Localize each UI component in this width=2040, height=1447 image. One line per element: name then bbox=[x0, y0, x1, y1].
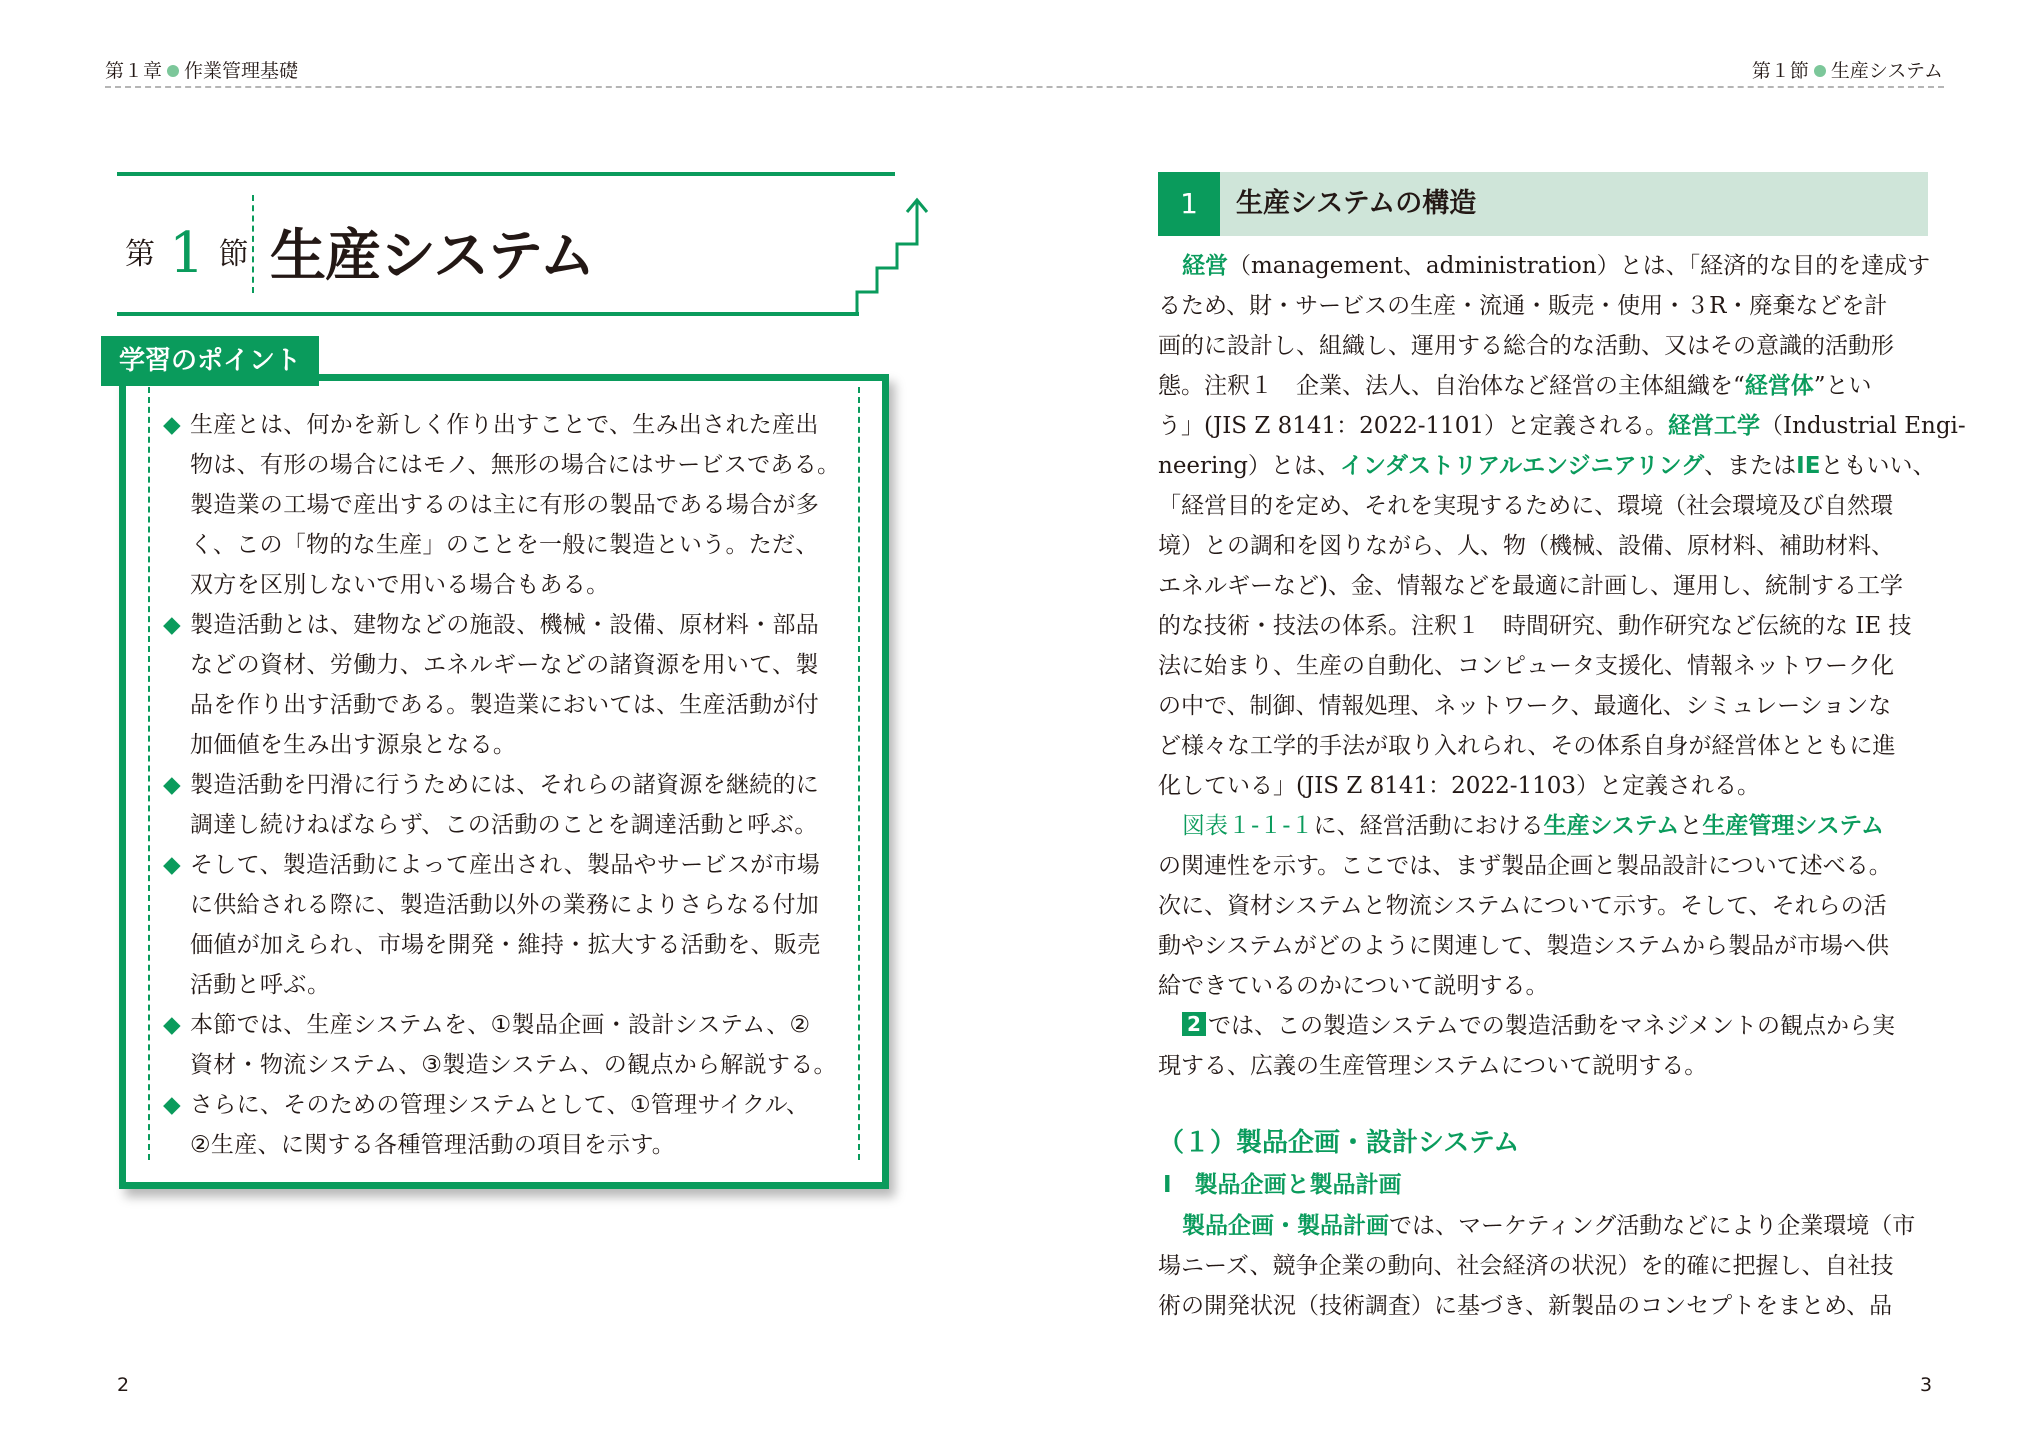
text-span: う」(JIS Z 8141：2022-1101）と定義される。 bbox=[1158, 413, 1669, 439]
text-line bbox=[1158, 366, 1938, 406]
header-divider bbox=[105, 86, 1944, 88]
text-line: 場ニーズ、競争企業の動向、社会経済の状況）を的確に把握し、自社技 bbox=[1158, 1253, 1894, 1279]
chapter-title: 作業管理基礎 bbox=[184, 60, 299, 82]
list-item-line: などの資材、労働力、エネルギーなどの諸資源を用いて、製 bbox=[190, 652, 819, 678]
text-span: （Industrial Engi- bbox=[1760, 413, 1966, 439]
text-line bbox=[1158, 406, 1966, 446]
term-ie: IE bbox=[1796, 453, 1821, 479]
text-line: 動やシステムがどのように関連して、製造システムから製品が市場へ供 bbox=[1158, 933, 1889, 959]
section-label: 第１節 bbox=[1751, 60, 1809, 82]
term-production-management-system: 生産管理システム bbox=[1702, 813, 1885, 839]
text-line bbox=[1158, 1206, 1938, 1246]
heading-title: 生産システムの構造 bbox=[1236, 188, 1477, 219]
learning-points-list bbox=[168, 405, 868, 1165]
figure-reference: 図表１-１-１ bbox=[1182, 813, 1314, 839]
text-span: 態。注釈１ 企業、法人、自治体など経営の主体組織を“ bbox=[1158, 373, 1745, 399]
page-number-right: 3 bbox=[1920, 1374, 1933, 1396]
list-item-line: 双方を区別しないで用いる場合もある。 bbox=[190, 572, 610, 598]
title-top-rule bbox=[117, 172, 895, 176]
chapter-label: 第１章 bbox=[105, 60, 163, 82]
term-keiei-kougaku: 経営工学 bbox=[1668, 413, 1761, 439]
heading-number-badge: 1 bbox=[1158, 172, 1220, 236]
text-line: 画的に設計し、組織し、運用する総合的な活動、又はその意識的活動形 bbox=[1158, 333, 1894, 359]
list-item-line: 製造業の工場で産出するのは主に有形の製品である場合が多 bbox=[190, 492, 820, 518]
text-span: では、マーケティング活動などにより企業環境（市 bbox=[1389, 1213, 1916, 1239]
list-item-line: 活動と呼ぶ。 bbox=[190, 972, 331, 998]
title-bottom-rule bbox=[117, 312, 859, 316]
text-span: （management、administration）とは、「経済的な目的を達成す bbox=[1228, 253, 1931, 279]
paragraph-management bbox=[1158, 246, 1966, 806]
page-number-left: 2 bbox=[117, 1374, 130, 1396]
list-item-line: ◆ 生産とは、何かを新しく作り出すことで、生み出された産出 bbox=[190, 412, 819, 438]
text-span: に、経営活動における bbox=[1313, 813, 1544, 839]
list-item-line: 加価値を生み出す源泉となる。 bbox=[190, 732, 517, 758]
running-header-left bbox=[105, 56, 298, 83]
text-line: 次に、資材システムと物流システムについて示す。そして、それらの活 bbox=[1158, 893, 1887, 919]
list-item-line: ◆ 製造活動とは、建物などの施設、機械・設備、原材料・部品 bbox=[190, 612, 820, 638]
running-header-right bbox=[1752, 56, 1943, 83]
list-item-line: 資材・物流システム、③製造システム、の観点から解説する。 bbox=[190, 1052, 837, 1078]
list-item-line: ◆ 製造活動を円滑に行うためには、それらの諸資源を継続的に bbox=[190, 772, 820, 798]
list-item-line: 物は、有形の場合にはモノ、無形の場合にはサービスである。 bbox=[190, 452, 841, 478]
list-item bbox=[168, 405, 868, 605]
list-item-line: ◆ さらに、そのための管理システムとして、①管理サイクル、 bbox=[190, 1092, 810, 1118]
text-span: では、この製造システムでの製造活動をマネジメントの観点から実 bbox=[1208, 1013, 1896, 1039]
section-suffix: 節 bbox=[218, 237, 249, 272]
text-line bbox=[1158, 806, 1938, 846]
text-line: るため、財・サービスの生産・流通・販売・使用・３R・廃棄などを計 bbox=[1158, 293, 1888, 319]
list-item bbox=[168, 605, 868, 765]
list-item-line: 調達し続けねばならず、この活動のことを調達活動と呼ぶ。 bbox=[190, 812, 818, 838]
text-line: 法に始まり、生産の自動化、コンピュータ支援化、情報ネットワーク化 bbox=[1158, 653, 1894, 679]
list-item-line: 価値が加えられ、市場を開発・維持・拡大する活動を、販売 bbox=[190, 932, 821, 958]
section-number-label bbox=[125, 213, 249, 286]
subsection-heading: （１）製品企画・設計システム bbox=[1158, 1128, 1520, 1158]
text-span: neering）とは、 bbox=[1158, 453, 1340, 479]
text-span: ともいい、 bbox=[1820, 453, 1936, 479]
text-line: の関連性を示す。ここでは、まず製品企画と製品設計について述べる。 bbox=[1158, 853, 1892, 879]
text-line: 術の開発状況（技術調査）に基づき、新製品のコンセプトをまとめ、品 bbox=[1158, 1293, 1893, 1319]
text-line bbox=[1158, 246, 1938, 286]
list-item bbox=[168, 1005, 868, 1085]
list-item bbox=[168, 845, 868, 1005]
text-line bbox=[1158, 446, 1938, 486]
title-divider bbox=[252, 195, 254, 293]
list-item-line: く、この「物的な生産」のことを一般に製造という。ただ、 bbox=[190, 532, 819, 558]
text-line bbox=[1158, 1006, 1938, 1046]
list-item-line: ◆ そして、製造活動によって産出され、製品やサービスが市場 bbox=[190, 852, 821, 878]
paragraph-production-system bbox=[1158, 806, 1938, 1006]
text-line: エネルギーなど)、金、情報などを最適に計画し、運用し、統制する工学 bbox=[1158, 573, 1903, 599]
text-line: 現する、広義の生産管理システムについて説明する。 bbox=[1158, 1053, 1708, 1079]
list-item-line: に供給される際に、製造活動以外の業務によりさらなる付加 bbox=[190, 892, 820, 918]
list-item-line: ◆ 本節では、生産システムを、①製品企画・設計システム、② bbox=[190, 1012, 811, 1038]
bullet-dot-icon bbox=[167, 65, 179, 77]
paragraph-section2-reference bbox=[1158, 1006, 1938, 1086]
term-production-system: 生産システム bbox=[1543, 813, 1680, 839]
section-running-title: 生産システム bbox=[1830, 60, 1943, 82]
term-keieI: 経営 bbox=[1182, 253, 1228, 279]
term-industrial-engineering: インダストリアルエンジニアリング bbox=[1339, 453, 1705, 479]
text-line: 給できているのかについて説明する。 bbox=[1158, 973, 1549, 999]
text-line: 「経営目的を定め、それを実現するために、環境（社会環境及び自然環 bbox=[1158, 493, 1894, 519]
text-line: ど様々な工学的手法が取り入れられ、その体系自身が経営体とともに進 bbox=[1158, 733, 1896, 759]
section-ref-badge: 2 bbox=[1182, 1012, 1206, 1036]
learning-points-tab: 学習のポイント bbox=[101, 336, 319, 386]
text-line: の中で、制御、情報処理、ネットワーク、最適化、シミュレーションな bbox=[1158, 693, 1892, 719]
text-span: と bbox=[1679, 813, 1703, 839]
section-number: 1 bbox=[169, 221, 205, 286]
list-item-line: ②生産、に関する各種管理活動の項目を示す。 bbox=[190, 1132, 676, 1158]
term-product-planning: 製品企画・製品計画 bbox=[1182, 1213, 1389, 1239]
paragraph-product-planning bbox=[1158, 1206, 1938, 1326]
page-title: 生産システム bbox=[270, 224, 595, 289]
subsubsection-heading: Ⅰ 製品企画と製品計画 bbox=[1163, 1172, 1402, 1198]
bullet-dot-icon bbox=[1814, 65, 1826, 77]
text-span: ”とい bbox=[1813, 373, 1872, 399]
text-line: 的な技術・技法の体系。注釈１ 時間研究、動作研究など伝統的な IE 技 bbox=[1158, 613, 1912, 639]
term-keieitai: 経営体 bbox=[1744, 373, 1814, 399]
list-item bbox=[168, 765, 868, 845]
staircase-arrow-icon bbox=[855, 190, 935, 320]
list-item-line: 品を作り出す活動である。製造業においては、生産活動が付 bbox=[190, 692, 820, 718]
text-line: 化している」(JIS Z 8141：2022-1103）と定義される。 bbox=[1158, 773, 1761, 799]
text-span: 、または bbox=[1704, 453, 1797, 479]
section-prefix: 第 bbox=[125, 237, 155, 272]
list-item bbox=[168, 1085, 868, 1165]
text-line: 境）との調和を図りながら、人、物（機械、設備、原材料、補助材料、 bbox=[1158, 533, 1894, 559]
